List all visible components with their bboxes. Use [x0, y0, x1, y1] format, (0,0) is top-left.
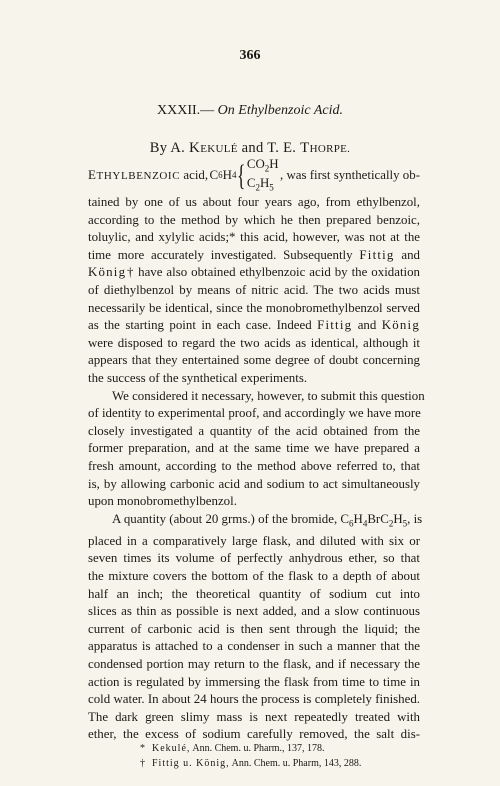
footnote-1: * Kekulé, Ann. Chem. u. Pharm., 137, 178. [140, 743, 325, 754]
authors-line [0, 140, 500, 157]
text-line: seven times its volume of perfectly anhydrous ether, so that [88, 551, 420, 566]
article-number: XXXII.— [157, 103, 215, 118]
text-line: placed in a comparatively large flask, and diluted with six or [88, 533, 420, 548]
text-line: fresh amount, according to the method above referred to, that [88, 458, 420, 473]
author-1-initial: A. [170, 140, 186, 156]
text-line: appears that they entertained some degree of doubt concerning [88, 353, 420, 368]
text-line: as the starting point in each case. Indeed Fittig and König [88, 318, 420, 333]
article-body [88, 157, 425, 744]
footnote-2: † Fittig u. König, Ann. Chem. u. Pharm, 143, 288. [140, 758, 362, 769]
author-2-initials: T. E. [267, 140, 297, 156]
text-line: closely investigated a quantity of the acid obtained from the [88, 423, 420, 438]
text-line: tained by one of us about four years ago, from ethylbenzol, [88, 195, 420, 209]
paragraph-3 [88, 511, 423, 744]
text-line: half an inch; the theoretical quantity of sodium cut into [88, 586, 420, 601]
text-line: the success of the synthetical experiments. [88, 370, 308, 385]
text-line: cold water. In about 24 hours the process is completely finished. [88, 692, 420, 707]
text-line: according to the method by which he then prepared benzoic, [88, 212, 420, 227]
text-line: former preparation, and at the same time we have prepared a [88, 441, 420, 456]
author-1-surname: KEKULÉ [189, 140, 238, 156]
text-line: condensed portion may return to the flask, and if necessary the [88, 657, 420, 672]
authors-by: By [149, 140, 168, 156]
text-line: is, by allowing carbonic acid and sodium to act simultaneously [88, 476, 420, 491]
text-line: apparatus is attached to a condenser in such a manner that the [88, 639, 420, 654]
text-line: time more accurately investigated. Subsequently Fittig and [88, 247, 421, 262]
authors-and: and [241, 140, 264, 156]
author-2-surname: THORPE. [300, 140, 351, 156]
ethylbenzoic-formula: C 6 H 4 { $CO_2H$ $C_2H_5$ [209, 157, 279, 193]
text-line: König† have also obtained ethylbenzoic acid by the oxidation [88, 265, 420, 280]
text-line: The dark green slimy mass is next repeatedly treated with [88, 709, 420, 724]
footnotes [140, 741, 440, 771]
text-line: the mixture covers the bottom of the flask to a depth of about [88, 569, 420, 584]
text-line: ether, the excess of sodium carefully removed, the salt dis- [88, 727, 420, 742]
paragraph-1 [88, 158, 420, 388]
paragraph-1-line-1: ETHYLBENZOIC acid, C 6 H 4 { $CO_2H$ $C_2H_5$ , was first synthetically ob- [88, 157, 420, 193]
article-title [0, 103, 500, 119]
text-line: were disposed to regard the two acids as identical, although it [88, 335, 420, 350]
text-line: A quantity (about 20 grms.) of the bromide, $C_6H_4BrC_2H_5$, is [112, 511, 423, 529]
page-number: 366 [239, 48, 261, 63]
paragraph-2 [88, 388, 425, 511]
article-title-text: On Ethylbenzoic Acid. [217, 103, 343, 118]
text-line: current of carbonic acid is then sent through the liquid; the [88, 621, 420, 636]
text-line: We considered it necessary, however, to submit this question [112, 388, 425, 403]
text-line: toluylic, and xylylic acids;* this acid, however, was not at the [88, 230, 420, 245]
text-line: action is regulated by immersing the flask from time to time in [88, 674, 420, 689]
text-line: slices as thin as possible is next added, and a slow continuous [88, 604, 420, 619]
text-line: upon monobromethylbenzol. [88, 494, 237, 509]
text-line: of identity to experimental proof, and accordingly we have more [88, 406, 421, 421]
text-line: of diethylbenzol by means of nitric acid. The two acids must [88, 282, 420, 297]
text-line: necessarily be identical, since the monobromethylbenzol served [88, 300, 420, 315]
